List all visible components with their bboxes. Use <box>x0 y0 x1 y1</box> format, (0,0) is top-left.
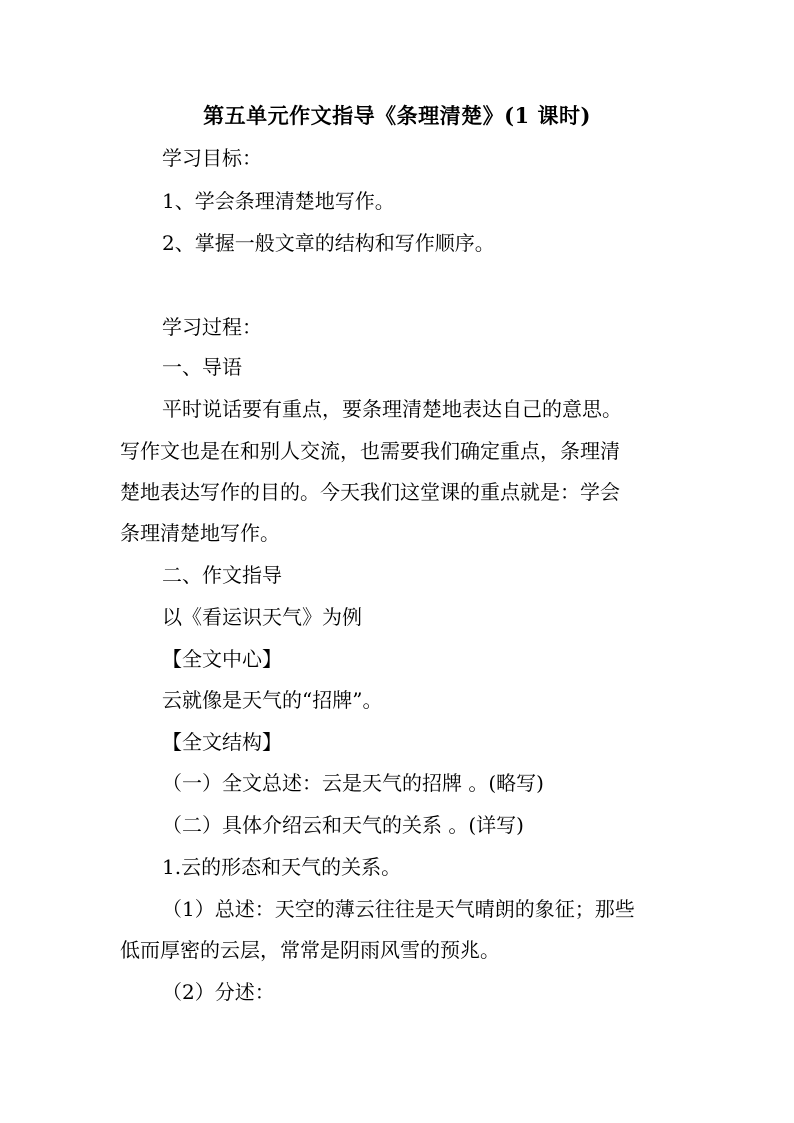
document-title: 第五单元作文指导《条理清楚》(1 课时) <box>203 103 591 128</box>
objective-item-2: 2、掌握一般文章的结构和写作顺序。 <box>162 231 495 255</box>
label-central-idea: 【全文中心】 <box>162 647 282 671</box>
paragraph-line: （1）总述：天空的薄云往往是天气晴朗的象征；那些 <box>162 897 635 921</box>
label-structure: 【全文结构】 <box>162 730 282 754</box>
subheading-writing-guidance: 二、作文指导 <box>162 563 282 587</box>
section-heading-process: 学习过程： <box>162 315 262 339</box>
paragraph-line: 低而厚密的云层，常常是阴雨风雪的预兆。 <box>120 938 500 962</box>
paragraph-line: 写作文也是在和别人交流，也需要我们确定重点，条理清 <box>120 439 620 463</box>
section-heading-objectives: 学习目标： <box>162 146 262 170</box>
structure-subitem: 1.云的形态和天气的关系。 <box>162 855 402 879</box>
structure-item-2: （二）具体介绍云和天气的关系 。(详写) <box>162 813 524 837</box>
paragraph-line: 平时说话要有重点，要条理清楚地表达自己的意思。 <box>162 397 622 421</box>
paragraph-line: 楚地表达写作的目的。今天我们这堂课的重点就是：学会 <box>120 480 620 504</box>
example-reference: 以《看运识天气》为例 <box>162 605 362 629</box>
paragraph-line: （2）分述： <box>162 980 275 1004</box>
paragraph-line: 条理清楚地写作。 <box>120 521 280 545</box>
objective-item-1: 1、学会条理清楚地写作。 <box>162 189 395 213</box>
subheading-introduction: 一、导语 <box>162 355 242 379</box>
structure-item-1: （一）全文总述：云是天气的招牌 。(略写) <box>162 771 544 795</box>
central-idea-text: 云就像是天气的“招牌”。 <box>162 688 383 712</box>
